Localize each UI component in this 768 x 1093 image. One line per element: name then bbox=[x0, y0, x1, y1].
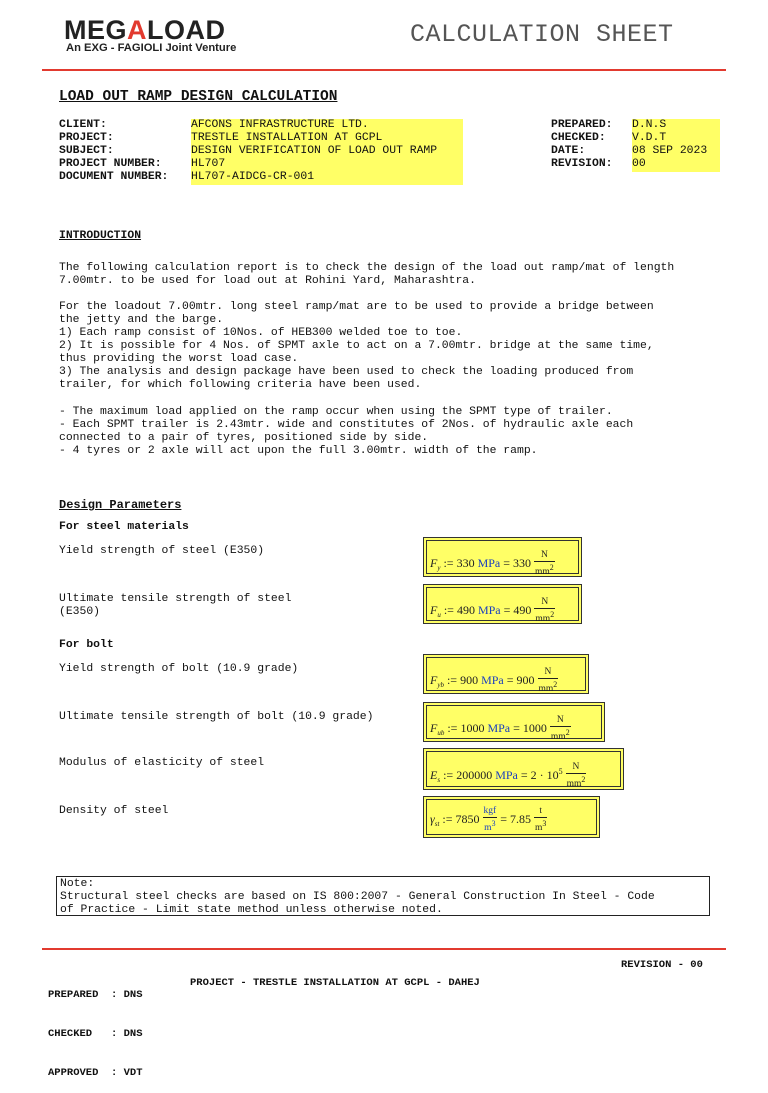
bolt-heading: For bolt bbox=[59, 639, 114, 651]
client-value: AFCONS INFRASTRUCTURE LTD. bbox=[191, 119, 369, 131]
checked-value: V.D.T bbox=[632, 132, 667, 144]
formula-fub: $F_{ub}$ := 1000 MPa = 1000 $\frac{N}{mm^2}$ bbox=[423, 702, 605, 742]
intro-paragraph-3: - The maximum load applied on the ramp occur when using the SPMT type of trailer. - Each SPMT trailer is 2.43mtr. wide and constitutes of 2Nos. of hydraulic axle each connected to a pair of tyres, positioned side by side. - 4 tyres or 2 axle will act upon the full 3.00mtr. width of the ramp. bbox=[59, 406, 634, 457]
info-values-right bbox=[632, 119, 720, 172]
footer-approved: APPROVED : VDT bbox=[48, 1067, 143, 1079]
project-value: TRESTLE INSTALLATION AT GCPL bbox=[191, 132, 383, 144]
param-label-fy: Yield strength of steel (E350) bbox=[59, 545, 265, 557]
footer-prepared: PREPARED : DNS bbox=[48, 989, 143, 1001]
page-title: LOAD OUT RAMP DESIGN CALCULATION bbox=[59, 89, 338, 105]
param-label-fyb: Yield strength of bolt (10.9 grade) bbox=[59, 663, 299, 675]
intro-paragraph-1: The following calculation report is to check the design of the load out ramp/mat of length 7.00mtr. to be used for load out at Rohini Yard, Maharashtra. bbox=[59, 262, 675, 287]
revision-value: 00 bbox=[632, 158, 646, 170]
prepared-label: PREPARED: bbox=[551, 119, 613, 131]
steel-materials-heading: For steel materials bbox=[59, 521, 189, 533]
param-label-fu: Ultimate tensile strength of steel (E350) bbox=[59, 593, 292, 618]
logo-subtitle: An EXG - FAGIOLI Joint Venture bbox=[66, 42, 237, 54]
header-divider bbox=[42, 69, 726, 71]
logo-text-left: MEG bbox=[64, 15, 128, 45]
date-value: 08 SEP 2023 bbox=[632, 145, 708, 157]
footer-project: PROJECT - TRESTLE INSTALLATION AT GCPL - DAHEJ bbox=[190, 977, 480, 989]
sheet-title: CALCULATION SHEET bbox=[410, 20, 674, 49]
checked-label: CHECKED: bbox=[551, 132, 606, 144]
prepared-value: D.N.S bbox=[632, 119, 667, 131]
param-label-density: Density of steel bbox=[59, 805, 169, 817]
param-label-es: Modulus of elasticity of steel bbox=[59, 757, 265, 769]
formula-es: $E_s$ := 200000 MPa = $2 \cdot 10^5$ $\frac{N}{mm^2}$ bbox=[423, 748, 624, 790]
document-number-label: DOCUMENT NUMBER: bbox=[59, 171, 169, 183]
intro-paragraph-2: For the loadout 7.00mtr. long steel ramp/mat are to be used to provide a bridge between the jetty and the barge. 1) Each ramp consist of 10Nos. of HEB300 welded toe to toe. 2) It is possible for 4 Nos. of SPMT axle to act on a 7.00mtr. bridge at the same time, thus providing the worst load case. 3) The analysis and design package have been used to check the loading produced from trailer, for which following criteria have been used. bbox=[59, 301, 654, 391]
project-number-label: PROJECT NUMBER: bbox=[59, 158, 162, 170]
date-label: DATE: bbox=[551, 145, 586, 157]
subject-label: SUBJECT: bbox=[59, 145, 114, 157]
project-number-value: HL707 bbox=[191, 158, 226, 170]
footer-revision: REVISION - 00 bbox=[621, 959, 703, 971]
formula-fu: $F_u$ := 490 MPa = 490 $\frac{N}{mm^2}$ bbox=[423, 584, 582, 624]
subject-value: DESIGN VERIFICATION OF LOAD OUT RAMP bbox=[191, 145, 438, 157]
logo-text-accent: A bbox=[127, 15, 148, 45]
formula-fyb: $F_{yb}$ := 900 MPa = 900 $\frac{N}{mm^2}$ bbox=[423, 654, 589, 694]
info-labels-right bbox=[551, 119, 613, 171]
footer-checked: CHECKED : DNS bbox=[48, 1028, 143, 1040]
client-label: CLIENT: bbox=[59, 119, 107, 131]
info-values-left bbox=[191, 119, 463, 185]
document-number-value: HL707-AIDCG-CR-001 bbox=[191, 171, 315, 183]
revision-label: REVISION: bbox=[551, 158, 613, 170]
design-parameters-heading: Design Parameters bbox=[59, 498, 182, 512]
param-label-fub: Ultimate tensile strength of bolt (10.9 grade) bbox=[59, 711, 374, 723]
formula-fy: $F_y$ := 330 MPa = 330 $\frac{N}{mm^2}$ bbox=[423, 537, 582, 577]
introduction-heading: INTRODUCTION bbox=[59, 230, 142, 242]
logo-text-right: LOAD bbox=[147, 15, 226, 45]
note-box: Note: Structural steel checks are based on IS 800:2007 - General Construction In Steel - Code of Practice - Limit state method unless otherwise noted. bbox=[56, 876, 710, 916]
project-label: PROJECT: bbox=[59, 132, 114, 144]
formula-density: $\gamma_{st}$ := 7850 $\frac{\text{kgf}}{m^3}$ = 7.85 $\frac{t}{m^3}$ bbox=[423, 796, 600, 838]
info-labels-left bbox=[59, 119, 168, 184]
footer-signoff bbox=[48, 963, 143, 1093]
footer-divider bbox=[42, 948, 726, 950]
